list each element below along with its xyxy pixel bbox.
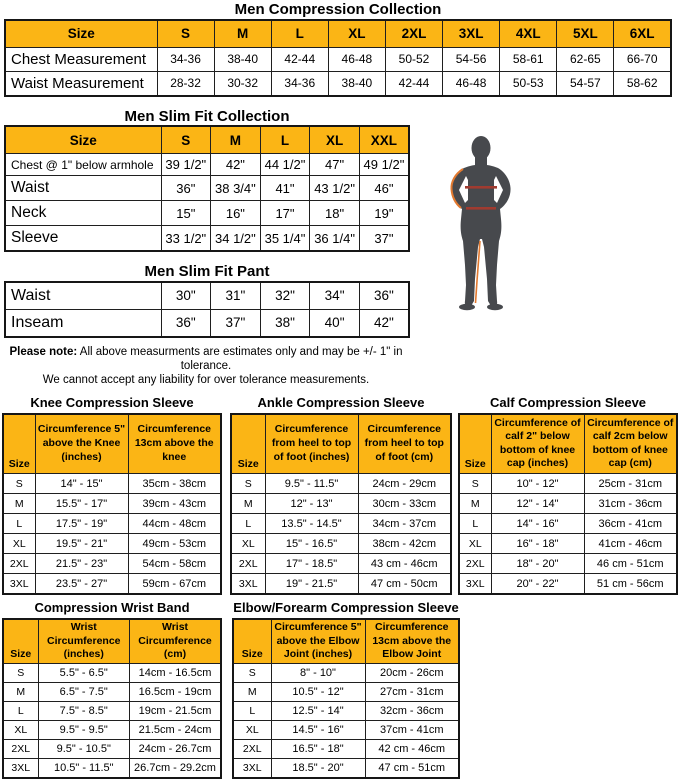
header-cell: L (260, 126, 310, 154)
cell: 54-56 (443, 47, 500, 71)
cell: 23.5" - 27" (35, 574, 128, 595)
table-row (231, 474, 451, 494)
cell: 14.5" - 16" (271, 720, 365, 739)
cell: 38-40 (328, 71, 385, 96)
table-row (5, 154, 409, 176)
header-cell: Size (5, 126, 161, 154)
cell: 33 1/2" (161, 226, 211, 252)
cell: 51 cm - 56cm (584, 574, 677, 595)
cell: 30cm - 33cm (358, 494, 451, 514)
cell: S (3, 474, 35, 494)
cell: 47 cm - 50cm (358, 574, 451, 595)
cell: 16.5" - 18" (271, 739, 365, 758)
cell: XL (459, 534, 491, 554)
cell: 37" (359, 226, 409, 252)
table-row (5, 71, 671, 96)
cell: 12" - 13" (265, 494, 358, 514)
header-cell: M (211, 126, 261, 154)
cell: 38" (260, 309, 310, 337)
cell: 8" - 10" (271, 663, 365, 682)
men-slim-fit-title: Men Slim Fit Collection (124, 107, 290, 125)
header-cell: Size (233, 619, 271, 663)
table-row (459, 574, 677, 595)
cell: XL (231, 534, 265, 554)
cell: 35cm - 38cm (128, 474, 221, 494)
table-row (233, 758, 459, 778)
calf-table (458, 413, 678, 596)
cell: 36 1/4" (310, 226, 360, 252)
cell: 34-36 (157, 47, 214, 71)
table-row (3, 663, 221, 682)
cell: 14" - 15" (35, 474, 128, 494)
cell: XL (3, 534, 35, 554)
men-compression-section (4, 2, 672, 97)
cell: 39 1/2" (161, 154, 211, 176)
header-cell: S (157, 20, 214, 48)
cell: 15.5" - 17" (35, 494, 128, 514)
ankle-section (230, 396, 452, 595)
cell: 34-36 (271, 71, 328, 96)
cell: 19" - 21.5" (265, 574, 358, 595)
knee-title: Knee Compression Sleeve (30, 394, 194, 410)
man-body (451, 136, 510, 310)
header-cell: Size (231, 414, 265, 474)
header-row (233, 619, 459, 663)
cell: L (3, 701, 38, 720)
cell: 46-48 (443, 71, 500, 96)
cell: 46" (359, 176, 409, 201)
table-row (233, 739, 459, 758)
cell: Sleeve (5, 226, 161, 252)
cell: 16" (211, 201, 261, 226)
cell: 36cm - 41cm (584, 514, 677, 534)
header-cell: XL (310, 126, 360, 154)
cell: 16" - 18" (491, 534, 584, 554)
cell: 14cm - 16.5cm (130, 663, 222, 682)
table-row (231, 554, 451, 574)
cell: Waist (5, 282, 161, 310)
header-cell: M (214, 20, 271, 48)
cell: 12" - 14" (491, 494, 584, 514)
table-row (5, 309, 409, 337)
header-cell: XXL (359, 126, 409, 154)
cell: 62-65 (557, 47, 614, 71)
tolerance-note (0, 345, 412, 388)
wrist-table (2, 618, 222, 779)
header-cell: Size (5, 20, 157, 48)
cell: 5.5" - 6.5" (38, 663, 130, 682)
cell: 34" (310, 282, 360, 310)
cell: 20cm - 26cm (365, 663, 459, 682)
cell: Waist Measurement (5, 71, 157, 96)
header-cell: Circumference 5" above the Elbow Joint (inches) (271, 619, 365, 663)
cell: M (3, 494, 35, 514)
cell: 19cm - 21.5cm (130, 701, 222, 720)
cell: 18" - 20" (491, 554, 584, 574)
elbow-table (232, 618, 460, 779)
cell: Waist (5, 176, 161, 201)
cell: 13.5" - 14.5" (265, 514, 358, 534)
table-row (5, 201, 409, 226)
cell: 40" (310, 309, 360, 337)
cell: S (3, 663, 38, 682)
men-compression-title: Men Compression Collection (234, 1, 442, 18)
table-row (3, 474, 221, 494)
table-row (3, 514, 221, 534)
cell: 50-52 (385, 47, 442, 71)
table-row (459, 554, 677, 574)
table-row (3, 574, 221, 595)
cell: 9.5" - 9.5" (38, 720, 130, 739)
cell: 9.5" - 10.5" (38, 739, 130, 758)
header-cell: S (161, 126, 211, 154)
header-cell: Circumference 13cm above the knee (128, 414, 221, 474)
cell: 32cm - 36cm (365, 701, 459, 720)
cell: 43 cm - 46cm (358, 554, 451, 574)
chest-line (465, 186, 497, 189)
header-cell: 3XL (443, 20, 500, 48)
cell: 10.5" - 11.5" (38, 758, 130, 778)
cell: 19" (359, 201, 409, 226)
cell: 41" (260, 176, 310, 201)
header-cell: XL (328, 20, 385, 48)
cell: L (231, 514, 265, 534)
cell: 14" - 16" (491, 514, 584, 534)
knee-table (2, 413, 222, 596)
table-row (459, 534, 677, 554)
cell: 12.5" - 14" (271, 701, 365, 720)
cell: 37" (211, 309, 261, 337)
cell: XL (3, 720, 38, 739)
tolerance-note-label: Please note: (9, 345, 78, 358)
header-cell: 2XL (385, 20, 442, 48)
cell: 37cm - 41cm (365, 720, 459, 739)
cell: 42 cm - 46cm (365, 739, 459, 758)
cell: 49cm - 53cm (128, 534, 221, 554)
table-row (233, 720, 459, 739)
cell: 36" (161, 309, 211, 337)
header-row (5, 20, 671, 48)
cell: 3XL (231, 574, 265, 595)
cell: 38 3/4" (211, 176, 261, 201)
tolerance-note-text: All above measurments are estimates only and may be +/- 1" in tolerance. (77, 345, 403, 372)
cell: 26.7cm - 29.2cm (130, 758, 222, 778)
cell: 15" (161, 201, 211, 226)
cell: 10.5" - 12" (271, 682, 365, 701)
header-cell: Size (3, 414, 35, 474)
header-row (3, 414, 221, 474)
table-row (233, 701, 459, 720)
cell: 30-32 (214, 71, 271, 96)
table-row (233, 682, 459, 701)
cell: 41cm - 46cm (584, 534, 677, 554)
cell: S (459, 474, 491, 494)
cell: 24cm - 29cm (358, 474, 451, 494)
cell: 18.5" - 20" (271, 758, 365, 778)
cell: 20" - 22" (491, 574, 584, 595)
header-cell: Size (3, 619, 38, 663)
cell: L (459, 514, 491, 534)
table-row (5, 282, 409, 310)
header-cell: Circumference from heel to top of foot (cm) (358, 414, 451, 474)
header-row (5, 126, 409, 154)
men-pant-section (4, 264, 410, 338)
header-cell: 4XL (500, 20, 557, 48)
header-cell: Circumference 5" above the Knee (inches) (35, 414, 128, 474)
elbow-title: Elbow/Forearm Compression Sleeve (233, 600, 459, 616)
men-compression-table (4, 19, 672, 97)
cell: 34cm - 37cm (358, 514, 451, 534)
header-cell: 6XL (614, 20, 671, 48)
table-row (231, 534, 451, 554)
tolerance-note-line1 (0, 345, 412, 374)
cell: 25cm - 31cm (584, 474, 677, 494)
header-cell: Circumference of calf 2" below bottom of knee cap (inches) (491, 414, 584, 474)
cell: 66-70 (614, 47, 671, 71)
cell: 32" (260, 282, 310, 310)
band-tables-row (2, 601, 679, 779)
cell: 46-48 (328, 47, 385, 71)
man-silhouette-figure (441, 135, 537, 317)
cell: 21.5cm - 24cm (130, 720, 222, 739)
cell: 30" (161, 282, 211, 310)
men-slim-fit-table (4, 125, 410, 252)
calf-section (458, 396, 678, 595)
cell: 38cm - 42cm (358, 534, 451, 554)
table-row (459, 514, 677, 534)
table-row (231, 494, 451, 514)
cell: 35 1/4" (260, 226, 310, 252)
knee-section (2, 396, 222, 595)
calf-title: Calf Compression Sleeve (489, 394, 647, 410)
header-cell: L (271, 20, 328, 48)
cell: 2XL (459, 554, 491, 574)
cell: 9.5" - 11.5" (265, 474, 358, 494)
table-row (3, 720, 221, 739)
table-row (231, 574, 451, 595)
cell: 44cm - 48cm (128, 514, 221, 534)
cell: 44 1/2" (260, 154, 310, 176)
cell: 2XL (3, 554, 35, 574)
cell: 21.5" - 23" (35, 554, 128, 574)
men-slim-fit-section (4, 109, 410, 253)
table-row (3, 682, 221, 701)
cell: S (231, 474, 265, 494)
cell: 38-40 (214, 47, 271, 71)
cell: 42-44 (271, 47, 328, 71)
cell: 10" - 12" (491, 474, 584, 494)
cell: 49 1/2" (359, 154, 409, 176)
cell: 42-44 (385, 71, 442, 96)
ankle-title: Ankle Compression Sleeve (257, 394, 425, 410)
cell: XL (233, 720, 271, 739)
cell: Neck (5, 201, 161, 226)
header-cell: Circumference from heel to top of foot (inches) (265, 414, 358, 474)
table-row (3, 758, 221, 778)
header-row (459, 414, 677, 474)
cell: 42" (359, 309, 409, 337)
cell: Inseam (5, 309, 161, 337)
table-row (3, 534, 221, 554)
cell: M (459, 494, 491, 514)
ankle-table (230, 413, 452, 596)
cell: 34 1/2" (211, 226, 261, 252)
waist-line (466, 207, 496, 210)
cell: 50-53 (500, 71, 557, 96)
wrist-section (2, 601, 222, 779)
cell: 39cm - 43cm (128, 494, 221, 514)
cell: 2XL (233, 739, 271, 758)
cell: 31" (211, 282, 261, 310)
tolerance-note-line2: We cannot accept any liability for over tolerance measurements. (42, 374, 370, 387)
cell: 31cm - 36cm (584, 494, 677, 514)
cell: M (3, 682, 38, 701)
cell: Chest @ 1" below armhole (5, 154, 161, 176)
cell: 46 cm - 51cm (584, 554, 677, 574)
header-row (3, 619, 221, 663)
table-row (3, 494, 221, 514)
cell: 19.5" - 21" (35, 534, 128, 554)
cell: 17" - 18.5" (265, 554, 358, 574)
cell: 54cm - 58cm (128, 554, 221, 574)
cell: 3XL (3, 574, 35, 595)
cell: 18" (310, 201, 360, 226)
wrist-title: Compression Wrist Band (34, 600, 190, 616)
table-row (5, 176, 409, 201)
table-row (233, 663, 459, 682)
table-row (231, 514, 451, 534)
men-pant-table (4, 281, 410, 338)
header-cell: Wrist Circumference (inches) (38, 619, 130, 663)
cell: 2XL (3, 739, 38, 758)
cell: 17.5" - 19" (35, 514, 128, 534)
cell: 16.5cm - 19cm (130, 682, 222, 701)
cell: S (233, 663, 271, 682)
table-row (5, 226, 409, 252)
cell: 3XL (459, 574, 491, 595)
cell: 59cm - 67cm (128, 574, 221, 595)
header-cell: 5XL (557, 20, 614, 48)
cell: 47" (310, 154, 360, 176)
table-row (3, 701, 221, 720)
cell: 58-62 (614, 71, 671, 96)
table-row (3, 739, 221, 758)
cell: 6.5" - 7.5" (38, 682, 130, 701)
cell: 42" (211, 154, 261, 176)
sleeve-tables-row (2, 396, 679, 595)
cell: M (233, 682, 271, 701)
cell: Chest Measurement (5, 47, 157, 71)
cell: 24cm - 26.7cm (130, 739, 222, 758)
cell: 36" (161, 176, 211, 201)
cell: 17" (260, 201, 310, 226)
table-row (459, 494, 677, 514)
man-silhouette-svg (441, 135, 537, 317)
table-row (3, 554, 221, 574)
header-cell: Circumference 13cm above the Elbow Joint (365, 619, 459, 663)
cell: 58-61 (500, 47, 557, 71)
cell: 36" (359, 282, 409, 310)
header-cell: Size (459, 414, 491, 474)
cell: 28-32 (157, 71, 214, 96)
cell: 7.5" - 8.5" (38, 701, 130, 720)
cell: 15" - 16.5" (265, 534, 358, 554)
cell: 54-57 (557, 71, 614, 96)
table-row (5, 47, 671, 71)
header-cell: Wrist Circumference (cm) (130, 619, 222, 663)
cell: 3XL (3, 758, 38, 778)
header-row (231, 414, 451, 474)
cell: 2XL (231, 554, 265, 574)
cell: L (3, 514, 35, 534)
cell: 47 cm - 51cm (365, 758, 459, 778)
cell: 3XL (233, 758, 271, 778)
cell: L (233, 701, 271, 720)
men-pant-title: Men Slim Fit Pant (144, 263, 270, 280)
elbow-section (232, 601, 460, 779)
table-row (459, 474, 677, 494)
cell: M (231, 494, 265, 514)
cell: 27cm - 31cm (365, 682, 459, 701)
cell: 43 1/2" (310, 176, 360, 201)
header-cell: Circumference of calf 2cm below bottom of knee cap (cm) (584, 414, 677, 474)
